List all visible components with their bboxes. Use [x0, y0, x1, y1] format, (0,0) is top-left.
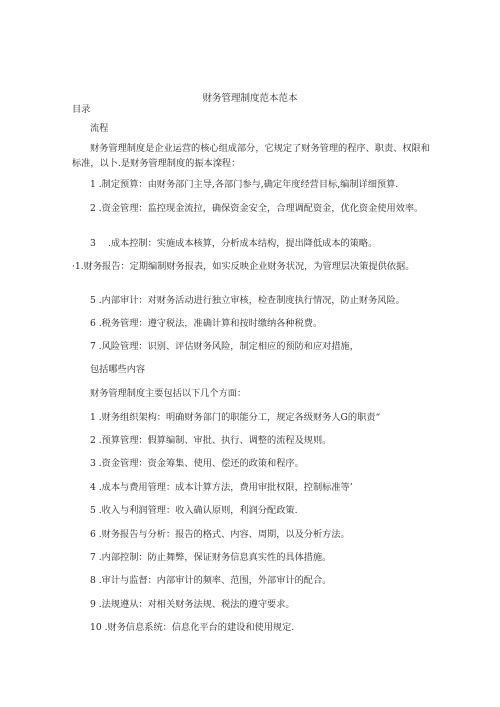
list-item: 6 .财务报告与分析：报告的格式、内容、周期，以及分析方法。	[90, 529, 350, 540]
step-item: 5 .内部审计：对财务活动进行独立审核，检查制度执行情况，防止财务风险。	[90, 295, 405, 306]
list-item: 9 .法规遵从：对相关财务法规、税法的遵守要求。	[90, 599, 295, 610]
intro-paragraph: 财务管理制度是企业运营的核心组成部分，它规定了财务管理的程序、职责、权限和标准，以卜.是财务管理制度的振本滦程：	[72, 143, 430, 169]
section-heading-contents: 包括哪些内容	[90, 364, 146, 375]
toc-label: 目录	[72, 104, 91, 115]
document-title: 财务管理制度范本范本	[202, 93, 298, 104]
section-heading-process: 流程	[90, 123, 109, 134]
step-item: 6 .税务管理：遵守税法，准确计算和按时缴纳各种税费。	[90, 318, 323, 329]
step-item: 3 .成本控制：实施成本核算，分析成本结构，提出降低成本的策略。	[90, 238, 378, 249]
step-item: 2 .资金管理：监控现金流拉，确保资金安全，合理调配资金，优化资金使用效率。	[90, 203, 424, 214]
list-item: 1 .财务组织架构：明确财务部门的职能分工，规定各级财务人G的职责“	[90, 412, 381, 423]
list-item: 4 .成本与费用管理：成本计算方法，费用审批权限，控制标准等’	[90, 482, 353, 493]
contents-intro: 财务管理制度主要包括以下几个方面：	[90, 388, 247, 399]
list-item: 3 .资金管理：资金筹集、使用、偿还的政策和程序。	[90, 458, 304, 469]
step-item: ·1.财务报告：定期编制财务报表，如实反映企业财务状况，为管理层决策提供依据。	[72, 261, 415, 272]
step-item: 1 .制定预算：由财务部门主导,各部门参与,确定年度经营目标,编制详细预算.	[90, 179, 399, 190]
list-item: 5 .收入与利润管理：收入确认原则，利润分配政策.	[90, 505, 298, 516]
list-item: 7 .内部控制：防止舞弊，保证财务信息真实性的具体措施。	[90, 552, 332, 563]
step-item: 7 .风险管理：识别、评估财务风险，制定相应的预防和应对措施，	[90, 341, 359, 352]
list-item: 2 .预算管理：假算编制、审批、执行、调整的流程及规则。	[90, 435, 332, 446]
list-item: 10 .财务信息系统：信息化平台的建设和使用规定.	[90, 622, 295, 633]
list-item: 8 .审计与监督：内部审计的频率、范围，外部审计的配合。	[90, 575, 332, 586]
